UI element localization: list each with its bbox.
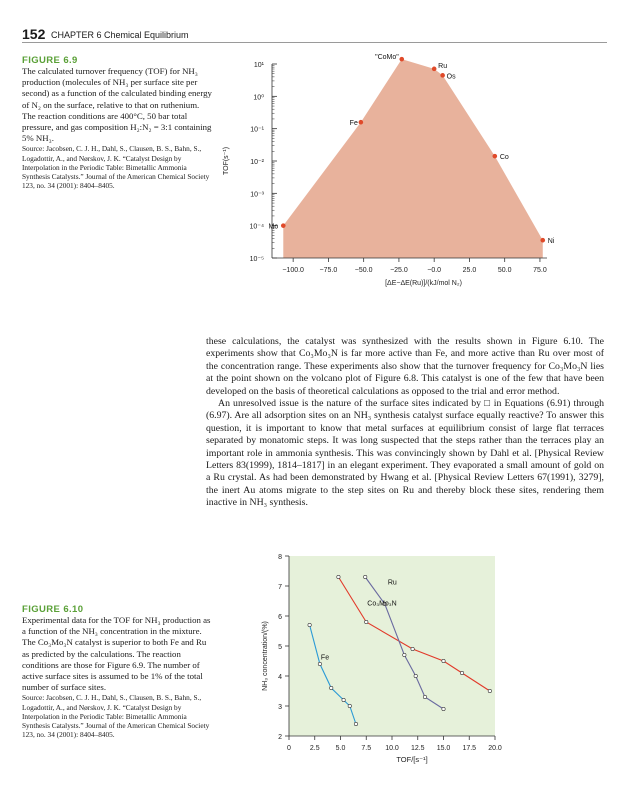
x-tick-label: −25.0 (390, 267, 408, 274)
figure-6-9-caption: The calculated turnover frequency (TOF) for NH₃ production (molecules of NH₃ per surface site per second) as a function of the calculated binding energy of N₂ on the surface, relative to that on ruthenium. The reaction conditions are 400°C, 50 bar total pressure, and gas composition H₂:N₂ = 3:1 containing 5% NH₃. (22, 66, 212, 144)
y-tick-label: 10⁻¹ (250, 126, 264, 134)
y-tick-label: 10¹ (253, 62, 264, 69)
data-point (342, 698, 345, 701)
data-point (365, 620, 368, 623)
x-tick-label: 50.0 (497, 267, 512, 274)
x-tick-label: 17.5 (462, 745, 477, 752)
point-label: Fe (349, 120, 358, 128)
data-point (281, 223, 286, 228)
y-tick-label: 10⁰ (253, 94, 264, 102)
x-axis-label: TOF/[s⁻¹] (396, 755, 428, 764)
x-tick-label: 10.0 (385, 745, 399, 752)
y-axis-label: TOF(s⁻¹) (223, 146, 230, 176)
x-tick-label: −0.0 (427, 267, 442, 274)
y-tick-label: 6 (278, 614, 282, 621)
data-point (411, 647, 414, 650)
running-head: CHAPTER 6 Chemical Equilibrium (51, 30, 189, 40)
figure-6-9-source: Source: Jacobsen, C. J. H., Dahl, S., Clausen, B. S., Bahn, S., Logadottir, A., and Nørskov, J. K. “Catalyst Design by Interpolation in the Periodic Table: Bimetallic Ammonia Synthesis Catalysts.” Journal of the American Chemical Society 123, no. 34 (2001): 8404–8405. (22, 144, 210, 191)
data-point (442, 707, 445, 710)
body-text (206, 336, 604, 510)
data-point (348, 704, 351, 707)
x-axis-label: [ΔE−ΔE(Ru)]/(kJ/mol N₂) (385, 280, 462, 287)
x-tick-label: 12.5 (410, 745, 425, 752)
x-tick-label: 20.0 (488, 745, 502, 752)
point-label: "CoMo" (375, 54, 399, 62)
x-tick-label: −100.0 (282, 267, 304, 274)
data-point (442, 659, 445, 662)
data-point (440, 73, 445, 78)
figure-6-10-chart (255, 550, 515, 772)
y-tick-label: 4 (278, 674, 282, 681)
data-point (330, 686, 333, 689)
header-rule (22, 42, 607, 43)
series-label: Ru (387, 579, 397, 587)
point-label: Mo (268, 223, 279, 231)
data-point (337, 575, 340, 578)
y-tick-label: 10⁻⁴ (249, 223, 264, 231)
y-tick-label: 10⁻⁵ (249, 256, 264, 263)
data-point (318, 662, 321, 665)
x-tick-label: 7.5 (361, 745, 372, 752)
series-label: Fe (320, 654, 330, 662)
data-point (540, 238, 545, 243)
figure-6-10-label: FIGURE 6.10 (22, 604, 84, 615)
figure-6-10-caption: Experimental data for the TOF for NH₃ production as a function of the NH₃ concentration in the mixture. The Co₃Mo₃N catalyst is superior to both Fe and Ru as predicted by the calculations. The reaction conditions are those for Figure 6.9. The number of active surface sites is assumed to be 1% of the total number of surface sites. (22, 615, 211, 693)
figure-6-10-source: Source: Jacobsen, C. J. H., Dahl, S., Clausen, B. S., Bahn, S., Logadottir, A., and Nørskov, J. K. “Catalyst Design by Interpolation in the Periodic Table: Bimetallic Ammonia Synthesis Catalysts.” Journal of the American Chemical Society 123, no. 34 (2001): 8404–8405. (22, 693, 210, 740)
x-tick-label: 0 (287, 745, 291, 752)
x-tick-label: 5.0 (335, 745, 346, 752)
data-point (308, 623, 311, 626)
y-tick-label: 10⁻³ (250, 191, 264, 199)
data-point (359, 120, 364, 125)
data-point (423, 695, 426, 698)
y-axis-label: NH₃ concentration/(%) (262, 621, 269, 691)
x-tick-label: 15.0 (436, 745, 451, 752)
data-point (354, 722, 357, 725)
series-label: Co₃Mo₃N (367, 600, 397, 608)
point-label: Ni (547, 238, 555, 246)
body-paragraph-1: these calculations, the catalyst was synthesized with the results shown in Figure 6.10. The experiments show that Co₃Mo₃N is far more active than Fe, and more active than Ru over most of the concentration range. These experiments also show that the turnover frequency for Co₃Mo₃N lies at the point shown on the volcano plot of Figure 6.8. This catalyst is one of the few that have been developed on the basis of theoretical calculations as opposed to the trial and error method. (206, 336, 604, 397)
x-tick-label: 2.5 (309, 745, 320, 752)
x-tick-label: 25.0 (462, 267, 477, 274)
x-tick-label: −50.0 (354, 267, 373, 274)
data-point (414, 674, 417, 677)
data-point (493, 154, 498, 159)
figure-6-9-label: FIGURE 6.9 (22, 55, 78, 66)
y-tick-label: 10⁻² (250, 159, 264, 166)
data-point (460, 671, 463, 674)
point-label: Os (446, 73, 456, 81)
data-point (488, 689, 491, 692)
y-tick-label: 3 (278, 704, 282, 711)
x-tick-label: −75.0 (319, 267, 338, 274)
figure-6-9-chart (210, 48, 610, 296)
data-point (364, 575, 367, 578)
point-label: Co (499, 154, 509, 162)
y-tick-label: 5 (278, 644, 282, 651)
body-paragraph-2: An unresolved issue is the nature of the surface sites indicated by □ in Equations (6.91) through (6.97). Are all adsorption sites on an NH₃ synthesis catalyst surface equally reactive? To answer this question, it is important to know that metal surfaces at equilibrium consist of large flat terraces separated by monatomic steps. It was long suspected that the steps rather than the terraces play an important role in ammonia synthesis. This was convincingly shown by Dahl et al. [Physical Review Letters 83(1999), 1814–1817] in an elegant experiment. They evaporated a small amount of gold on a Ru crystal. As had been demonstrated by Hwang et al. [Physical Review Letters 67(1991), 3279], the inert Au atoms migrate to the step sites on Ru and thereby block these sites, rendering them inactive in NH₃ synthesis. (206, 398, 604, 509)
x-tick-label: 75.0 (533, 267, 547, 274)
figure-6-10-caption-block (22, 604, 214, 739)
page-number: 152 (22, 26, 46, 42)
data-point (432, 67, 437, 72)
figure-6-9-caption-block (22, 55, 214, 190)
data-point (403, 653, 406, 656)
y-tick-label: 2 (278, 734, 282, 741)
y-tick-label: 8 (278, 554, 282, 561)
point-label: Ru (438, 62, 448, 70)
data-point (399, 57, 404, 62)
y-tick-label: 7 (278, 584, 282, 591)
